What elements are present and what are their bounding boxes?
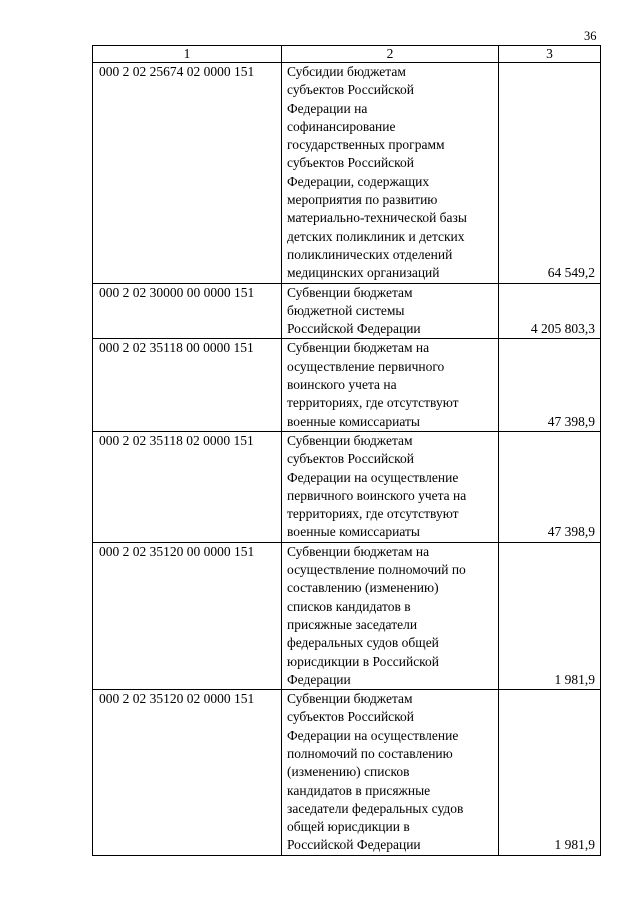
- row-name-line: медицинских организаций: [287, 265, 440, 281]
- row-name-line: воинского учета на: [287, 377, 397, 393]
- row-name-line: военные комиссариаты: [287, 413, 420, 429]
- row-amount: 64 549,2: [499, 63, 601, 284]
- row-name-line: Субвенции бюджетам: [287, 432, 413, 448]
- row-name-line: Субвенции бюджетам: [287, 284, 413, 300]
- row-amount: 1 981,9: [499, 542, 601, 689]
- row-name-line: осуществление первичного: [287, 358, 445, 374]
- row-name-line: материально-технической базы: [287, 210, 467, 226]
- row-amount: 47 398,9: [499, 431, 601, 542]
- row-name-line: Федерации на: [287, 100, 368, 116]
- table-row: [93, 690, 601, 856]
- table-body: [93, 63, 601, 856]
- row-amount: 4 205 803,3: [499, 283, 601, 339]
- row-name: [282, 339, 499, 431]
- row-name-line: федеральных судов общей: [287, 635, 439, 651]
- row-name-line: Федерации на осуществление: [287, 469, 459, 485]
- table-row: [93, 283, 601, 339]
- budget-table: [92, 45, 601, 856]
- header-col-3: 3: [499, 46, 601, 63]
- row-name-line: Федерации на осуществление: [287, 727, 459, 743]
- row-name-line: кандидатов в присяжные: [287, 782, 431, 798]
- table-row: [93, 339, 601, 431]
- header-col-2: 2: [282, 46, 499, 63]
- row-name-line: Субвенции бюджетам на: [287, 543, 430, 559]
- row-name-line: софинансирование: [287, 118, 396, 134]
- header-row: [93, 46, 601, 63]
- row-amount: 1 981,9: [499, 690, 601, 856]
- row-code: 000 2 02 35118 02 0000 151: [93, 431, 282, 542]
- row-name-line: Федерации, содержащих: [287, 173, 430, 189]
- row-name-line: списков кандидатов в: [287, 598, 411, 614]
- row-name-line: юрисдикции в Российской: [287, 653, 440, 669]
- row-name-line: Российской Федерации: [287, 321, 421, 337]
- table-row: [93, 542, 601, 689]
- header-col-1: 1: [93, 46, 282, 63]
- row-name-line: территориях, где отсутствуют: [287, 395, 459, 411]
- row-name-line: Субсидии бюджетам: [287, 64, 406, 79]
- row-code: 000 2 02 35120 00 0000 151: [93, 542, 282, 689]
- table-header: [93, 46, 601, 63]
- row-name-line: мероприятия по развитию: [287, 192, 438, 208]
- row-name-line: Субвенции бюджетам на: [287, 340, 430, 356]
- row-name-line: первичного воинского учета на: [287, 487, 467, 503]
- page-number: 36: [584, 29, 597, 43]
- row-code: 000 2 02 35120 02 0000 151: [93, 690, 282, 856]
- row-name-line: полномочий по составлению: [287, 745, 453, 761]
- row-name-line: заседатели федеральных судов: [287, 800, 464, 816]
- row-name-line: субъектов Российской: [287, 155, 415, 171]
- row-name-line: субъектов Российской: [287, 709, 415, 725]
- row-name: [282, 283, 499, 339]
- row-name-line: детских поликлиник и детских: [287, 228, 465, 244]
- row-name-line: субъектов Российской: [287, 82, 415, 98]
- row-name-line: поликлинических отделений: [287, 246, 453, 262]
- row-name-line: Российской Федерации: [287, 837, 421, 853]
- row-name: [282, 542, 499, 689]
- row-name-line: Федерации: [287, 671, 351, 687]
- table-row: [93, 431, 601, 542]
- row-name-line: присяжные заседатели: [287, 616, 418, 632]
- row-name-line: военные комиссариаты: [287, 524, 420, 540]
- row-name: [282, 63, 499, 284]
- row-name-line: территориях, где отсутствуют: [287, 506, 459, 522]
- row-name-line: составлению (изменению): [287, 580, 439, 596]
- row-code: 000 2 02 25674 02 0000 151: [93, 63, 282, 284]
- row-name-line: осуществление полномочий по: [287, 562, 466, 578]
- row-name-line: государственных программ: [287, 137, 445, 153]
- row-name-line: субъектов Российской: [287, 451, 415, 467]
- row-name-line: общей юрисдикции в: [287, 819, 410, 835]
- row-code: 000 2 02 30000 00 0000 151: [93, 283, 282, 339]
- table-row: [93, 63, 601, 284]
- row-name: [282, 690, 499, 856]
- row-name-line: бюджетной системы: [287, 302, 405, 318]
- row-name-line: Субвенции бюджетам: [287, 691, 413, 707]
- row-amount: 47 398,9: [499, 339, 601, 431]
- row-name-line: (изменению) списков: [287, 764, 410, 780]
- row-name: [282, 431, 499, 542]
- row-code: 000 2 02 35118 00 0000 151: [93, 339, 282, 431]
